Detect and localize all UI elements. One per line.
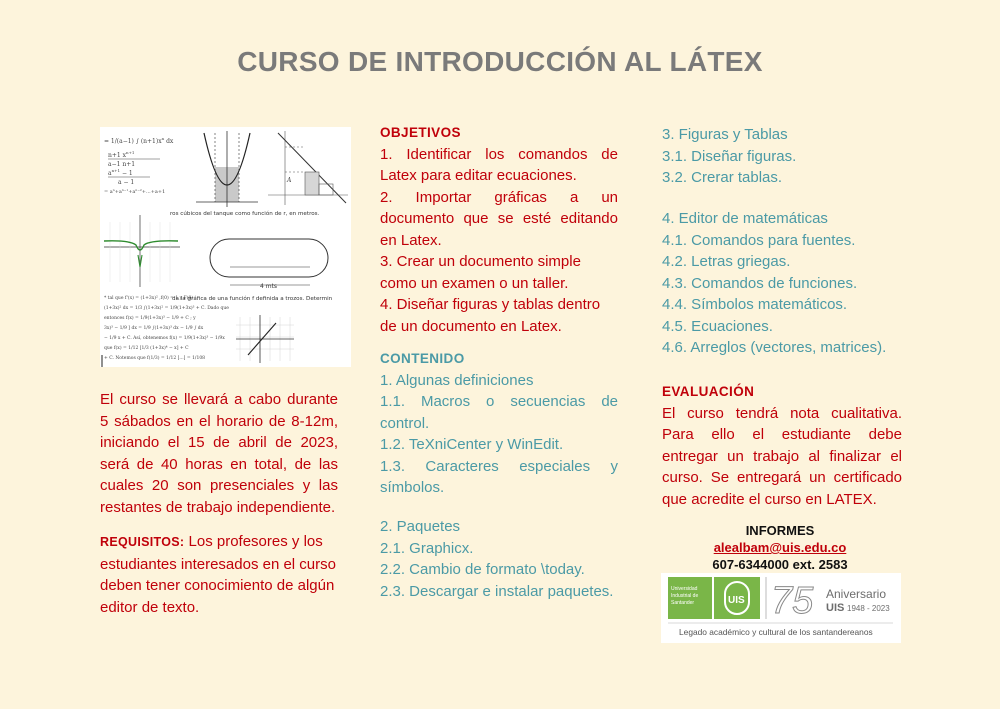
requisitos-text: Los profesores y los estudiantes interesados en el curso deben tener conocimiento de algún editor de texto. bbox=[100, 533, 336, 616]
objetivo-item: 1. Identificar los comandos de Latex para editar ecuaciones. bbox=[380, 145, 618, 184]
objetivo-item: 4. Diseñar figuras y tablas dentro de un documento en Latex. bbox=[380, 296, 601, 335]
contenido-group-4 bbox=[662, 208, 902, 359]
requisitos-label: REQUISITOS: bbox=[100, 535, 185, 549]
contenido-item: 1.1. Macros o secuencias de control. bbox=[380, 393, 618, 432]
contenido-item: 2.2. Cambio de formato \today. bbox=[380, 561, 585, 578]
svg-text:n+1 xn+1: n+1 $x^{n+1}$ bbox=[108, 150, 135, 159]
anniversary-75: 75 bbox=[771, 580, 814, 622]
svg-text:an+1 − 1: $a^{n+1} - 1$ bbox=[108, 168, 133, 177]
phone-number: 607-6344000 ext. 2583 bbox=[712, 557, 848, 572]
svg-text:= 1/(a−1) ∫ (n+1)xn dx: = 1/(a−1) ∫ $(n+1)x^n$ dx bbox=[104, 136, 174, 145]
svg-text:3x)³ − 1/9 ] dx = 1/9 ∫(1+3x)³: 3x)³ − 1/9 ] dx = 1/9 ∫(1+3x)³ dx − 1/9 ∫ dx bbox=[104, 326, 204, 331]
course-info-text: El curso se llevará a cabo durante 5 sábados en el horario de 8-12m, iniciando el 15 de abril de 2023, será de 40 horas en total, de las cuales 20 son presenciales y las restantes de trabajo independiente. bbox=[100, 391, 338, 516]
uis-logo-graphic bbox=[661, 573, 901, 643]
contenido-item: 3.2. Crerar tablas. bbox=[662, 169, 783, 186]
objetivos-heading: OBJETIVOS bbox=[380, 125, 461, 140]
contenido-item: 4.6. Arreglos (vectores, matrices). bbox=[662, 339, 887, 356]
informes-block bbox=[660, 522, 900, 573]
svg-text:a−1 n+1: a−1 n+1 bbox=[108, 161, 136, 168]
collage-caption-tank: ros cúbicos del tanque como función de r, en metros. bbox=[170, 211, 320, 217]
contenido-item: 4.4. Símbolos matemáticos. bbox=[662, 296, 848, 313]
svg-text:A: A bbox=[287, 177, 292, 184]
math-collage-image bbox=[100, 127, 351, 367]
requisitos-block bbox=[100, 531, 338, 618]
contenido-item: 4.1. Comandos para fuentes. bbox=[662, 231, 856, 249]
contenido-group-2 bbox=[380, 516, 618, 602]
svg-text:− 1/9 x + C. Así, obtenemos f(: − 1/9 x + C. Así, obtenemos f(x) = 1/9(1+3x)³ − 1/9x bbox=[104, 336, 225, 341]
course-info bbox=[100, 389, 338, 518]
contenido-section bbox=[380, 348, 618, 499]
contenido-item: 3.1. Diseñar figuras. bbox=[662, 147, 797, 165]
svg-text:que f(x) = 1/12 [1/3 (1+3x)⁴ −: que f(x) = 1/12 [1/3 (1+3x)⁴ − x] + C bbox=[104, 346, 189, 351]
uis-anniversary-logo bbox=[661, 573, 901, 643]
contenido-item: 4.3. Comandos de funciones. bbox=[662, 274, 858, 292]
contenido-item: 1.2. TeXniCenter y WinEdit. bbox=[380, 436, 564, 453]
contenido-item: 3. Figuras y Tablas bbox=[662, 126, 788, 143]
uni-name-line: Santander bbox=[671, 600, 695, 606]
contenido-item: 2.3. Descargar e instalar paquetes. bbox=[380, 582, 614, 600]
svg-text:= an+an−1+an−2+...+a+1: = $a^n+a^{n-1}+a^{n-2}+...+a+1$ bbox=[104, 188, 166, 195]
math-collage-graphic bbox=[100, 127, 351, 367]
collage-caption-graph: da la gráfica de una función f definida a trozos. Determin bbox=[172, 296, 333, 302]
contenido-heading: CONTENIDO bbox=[380, 351, 465, 366]
svg-text:+ C. Notemos que f(1/3) = 1/12: + C. Notemos que f(1/3) = 1/12 [...] = 1/108 bbox=[104, 356, 206, 361]
objetivos-section bbox=[380, 122, 618, 337]
contenido-item: 2.1. Graphicx. bbox=[380, 539, 474, 557]
evaluacion-section bbox=[662, 381, 902, 510]
svg-text:* tal que f'(x) = (1+3x)² ,f(0: * tal que f'(x) = (1+3x)² ,f(0) = 1 y F(0) bbox=[104, 296, 194, 301]
objetivo-item: 3. Crear un documento simple como un examen o un taller. bbox=[380, 253, 581, 292]
contenido-item: 1.3. Caracteres especiales y símbolos. bbox=[380, 457, 618, 496]
uni-name-line: Industrial de bbox=[671, 593, 699, 599]
collage-dim-label: 4 mts bbox=[260, 283, 278, 290]
contenido-item: 2. Paquetes bbox=[380, 518, 461, 535]
email-link[interactable]: alealbam@uis.edu.co bbox=[713, 540, 847, 555]
anniversary-word: Aniversario bbox=[826, 587, 887, 601]
svg-text:a − 1: a − 1 bbox=[118, 179, 135, 186]
svg-text:(1+3x)² dx = 1/3 ∫(1+3x)² = 1/: (1+3x)² dx = 1/3 ∫(1+3x)² = 1/9(1+3x)³ + C. Dado que bbox=[104, 306, 229, 311]
informes-heading: INFORMES bbox=[745, 523, 815, 538]
contenido-item: 4.5. Ecuaciones. bbox=[662, 317, 773, 335]
logo-motto: Legado académico y cultural de los santandereanos bbox=[679, 627, 873, 637]
evaluacion-heading: EVALUACIÓN bbox=[662, 384, 755, 399]
objetivo-item: 2. Importar gráficas a un documento que se esté editando en Latex. bbox=[380, 188, 618, 249]
uis-badge: UIS bbox=[728, 595, 745, 606]
svg-text:entonces f(x) = 1/9(1+3x)³ − 1: entonces f(x) = 1/9(1+3x)³ − 1/9 + C ; y bbox=[104, 316, 196, 321]
contenido-item: 1. Algunas definiciones bbox=[380, 371, 534, 389]
anniversary-uis: UIS bbox=[826, 602, 845, 614]
evaluacion-text: El curso tendrá nota cualitativa. Para ello el estudiante debe entregar un trabajo al finalizar el curso. Se entregará un certificado que acredite el curso en LATEX. bbox=[662, 404, 902, 508]
anniversary-years: 1948 - 2023 bbox=[847, 604, 890, 613]
uni-name-line: Universidad bbox=[671, 586, 698, 592]
page-title: CURSO DE INTRODUCCIÓN AL LÁTEX bbox=[237, 46, 763, 77]
contenido-item: 4. Editor de matemáticas bbox=[662, 210, 828, 227]
contenido-item: 4.2. Letras griegas. bbox=[662, 253, 791, 270]
contenido-group-3 bbox=[662, 124, 902, 189]
